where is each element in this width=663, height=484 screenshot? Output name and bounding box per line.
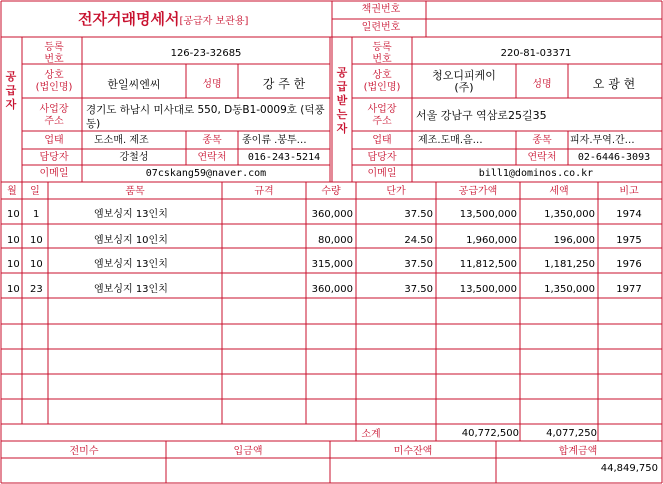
supplier-company: 한일씨엔씨: [107, 78, 161, 91]
cell-unit-price: 24.50: [404, 235, 433, 246]
col-header-item: 품목: [125, 186, 145, 197]
cell-tax: 1,350,000: [544, 284, 595, 295]
document-title: 전자거래명세서[공급자 보관용]: [78, 10, 249, 28]
recipient-biz-item-label: 종목: [532, 135, 552, 146]
supplier-reg-no: 126-23-32685: [170, 48, 242, 59]
col-header-qty: 수량: [321, 186, 341, 197]
cell-qty: 360,000: [311, 284, 353, 295]
supplier-biz-item: 종이류 .봉투…: [242, 135, 307, 146]
recipient-company: 청오디피케이 (주): [432, 69, 496, 94]
recipient-reg-no: 220-81-03371: [500, 48, 572, 59]
cell-month: 10: [7, 259, 20, 270]
supplier-email: 07cskang59@naver.com: [145, 168, 267, 179]
recipient-biz-item: 피자.무역.간…: [570, 135, 635, 146]
supplier-biz-item-label: 종목: [202, 135, 222, 146]
recipient-address-label: 사업장 주소: [367, 104, 397, 127]
supplier-biz-type: 도소매. 제조: [94, 135, 149, 146]
cell-supply: 13,500,000: [459, 284, 517, 295]
cell-item: 엠보싱지 10인치: [94, 235, 168, 246]
recipient-biz-type-label: 업태: [372, 135, 392, 146]
supplier-reg-no-label: 등록 번호: [44, 42, 64, 65]
recipient-contact-label: 연락처: [527, 152, 557, 163]
cell-item: 엠보싱지 13인치: [94, 259, 168, 270]
cell-note: 1975: [616, 235, 642, 246]
book-number-label: 책권번호: [361, 4, 401, 15]
col-header-day: 일: [30, 186, 40, 197]
cell-note: 1977: [616, 284, 642, 295]
supplier-company-label: 상호 (법인명): [35, 70, 73, 93]
recipient-biz-type: 제조.도매.음…: [418, 135, 483, 146]
cell-month: 10: [7, 235, 20, 246]
recipient-email-label: 이메일: [367, 168, 397, 179]
cell-supply: 1,960,000: [466, 235, 517, 246]
recipient-reg-no-label: 등록 번호: [372, 42, 392, 65]
cell-day: 10: [30, 259, 43, 270]
recipient-name-label: 성명: [532, 79, 552, 90]
col-header-spec: 규격: [254, 186, 274, 197]
cell-day: 1: [33, 209, 40, 220]
recipient-manager-label: 담당자: [367, 152, 397, 163]
recipient-representative: 오 광 현: [592, 77, 636, 91]
col-header-note: 비고: [619, 186, 639, 197]
received-label: 입금액: [233, 446, 263, 457]
cell-qty: 315,000: [311, 259, 353, 270]
cell-tax: 1,181,250: [544, 259, 595, 270]
supplier-representative: 강 주 한: [262, 77, 306, 91]
cell-unit-price: 37.50: [404, 259, 433, 270]
cell-qty: 360,000: [311, 209, 353, 220]
cell-supply: 13,500,000: [459, 209, 517, 220]
supplier-address: 경기도 하남시 미사대로 550, D동B1-0009호 (덕풍동): [86, 104, 325, 130]
cell-qty: 80,000: [318, 235, 353, 246]
serial-number-label: 일련번호: [361, 22, 401, 33]
unpaid-label: 전미수: [69, 446, 99, 457]
recipient-address: 서울 강남구 역삼로25길35: [416, 109, 547, 122]
cell-tax: 196,000: [553, 235, 595, 246]
subtotal-supply: 40,772,500: [461, 428, 519, 439]
col-header-supply: 공급가액: [458, 186, 498, 197]
cell-month: 10: [7, 284, 20, 295]
col-header-unit-price: 단가: [386, 186, 406, 197]
cell-day: 23: [30, 284, 43, 295]
supplier-name-label: 성명: [202, 79, 222, 90]
supplier-manager-label: 담당자: [39, 152, 69, 163]
col-header-month: 월: [7, 186, 17, 197]
cell-item: 엠보싱지 13인치: [94, 209, 168, 220]
recipient-side-label: 공급받는자: [336, 66, 348, 135]
balance-label: 미수잔액: [393, 446, 433, 457]
total-label: 합계금액: [558, 446, 598, 457]
col-header-tax: 세액: [549, 186, 569, 197]
supplier-contact-label: 연락처: [197, 152, 227, 163]
subtotal-tax: 4,077,250: [546, 428, 597, 439]
supplier-biz-type-label: 업태: [44, 135, 64, 146]
supplier-address-label: 사업장 주소: [39, 104, 69, 127]
recipient-contact: 02-6446-3093: [577, 152, 651, 163]
supplier-manager: 강철성: [119, 152, 149, 163]
cell-note: 1974: [616, 209, 642, 220]
recipient-company-label: 상호 (법인명): [363, 70, 401, 93]
cell-month: 10: [7, 209, 20, 220]
subtotal-label: 소계: [361, 429, 381, 440]
cell-supply: 11,812,500: [459, 259, 517, 270]
cell-unit-price: 37.50: [404, 284, 433, 295]
supplier-email-label: 이메일: [39, 168, 69, 179]
cell-item: 엠보싱지 13인치: [94, 284, 168, 295]
cell-unit-price: 37.50: [404, 209, 433, 220]
total-value: 44,849,750: [600, 463, 658, 474]
cell-day: 10: [30, 235, 43, 246]
cell-note: 1976: [616, 259, 642, 270]
recipient-email: bill1@dominos.co.kr: [478, 168, 594, 179]
supplier-side-label: 공급자: [5, 70, 17, 111]
cell-tax: 1,350,000: [544, 209, 595, 220]
supplier-contact: 016-243-5214: [247, 152, 321, 163]
